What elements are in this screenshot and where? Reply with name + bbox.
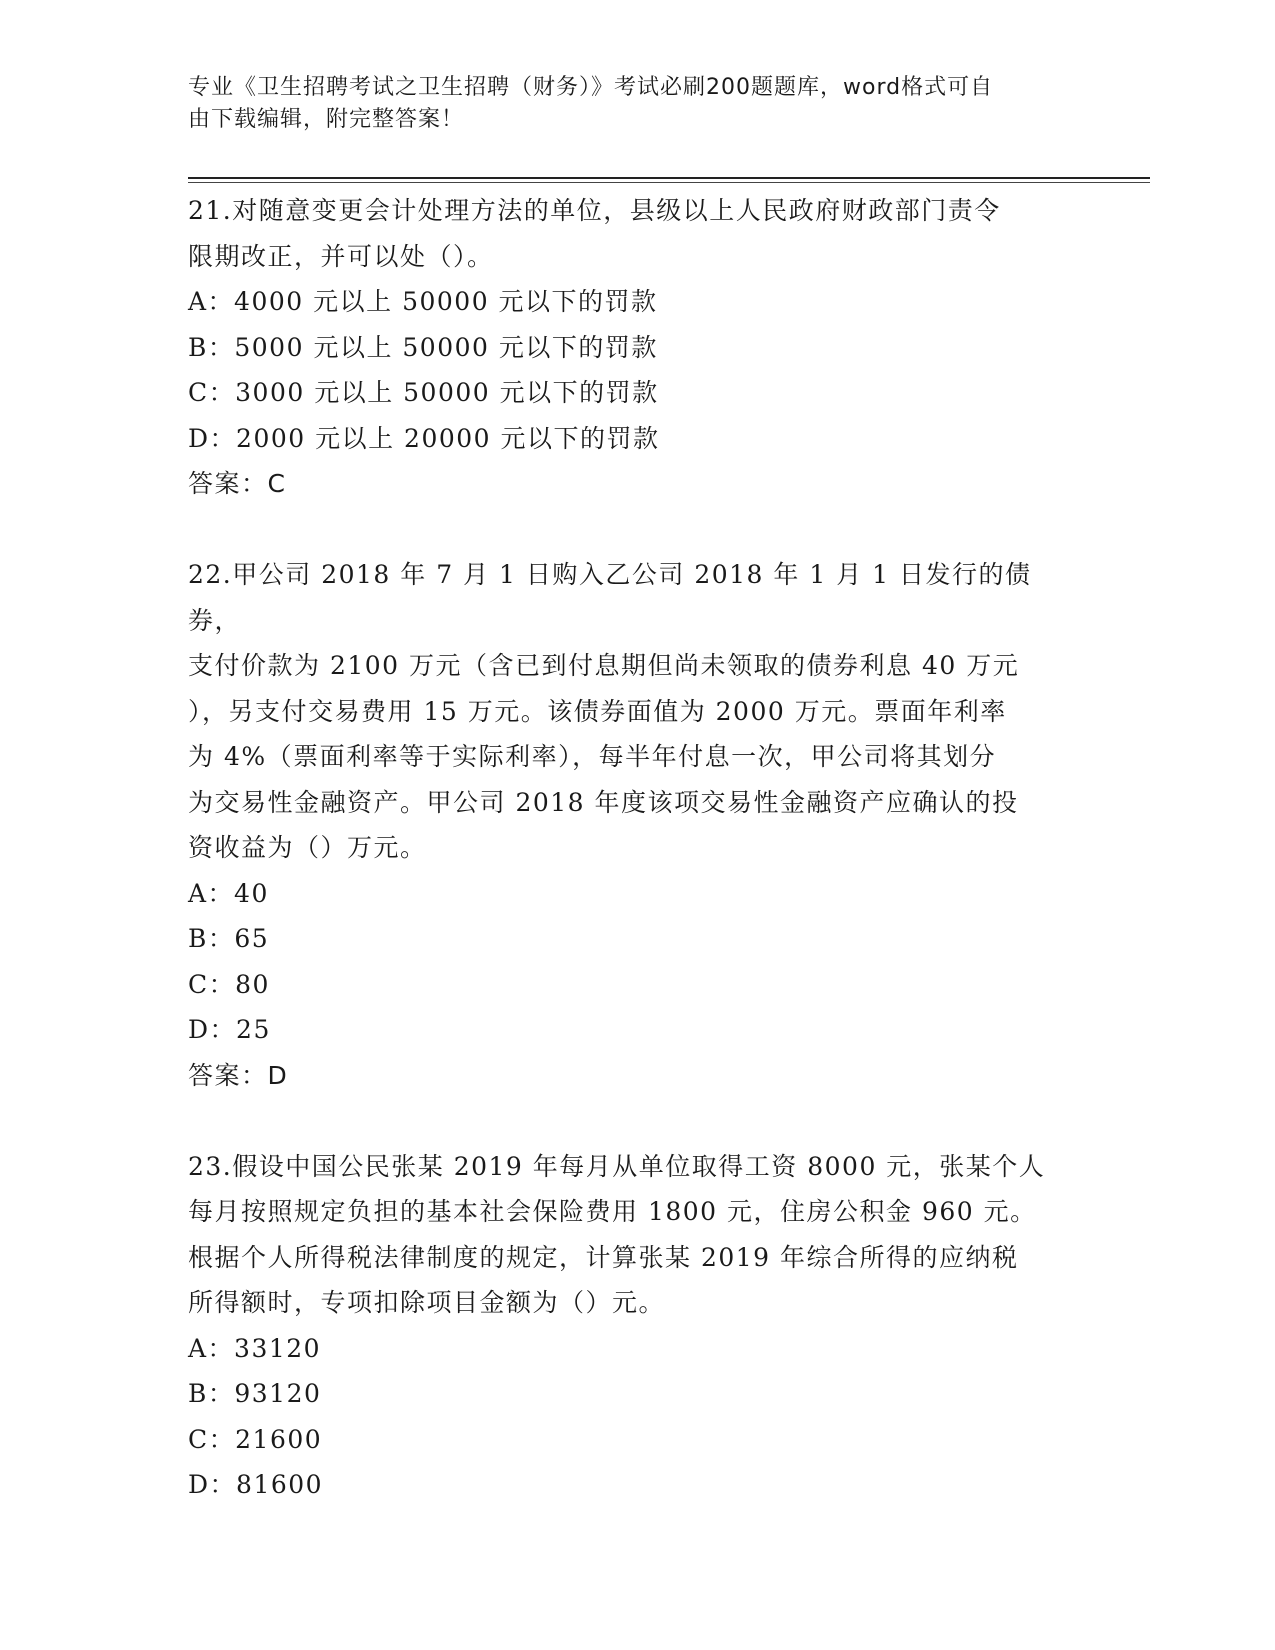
- option-b: B：93120: [188, 1379, 322, 1408]
- option-a: A：33120: [188, 1333, 322, 1363]
- answer-label: 答案：D: [188, 1060, 289, 1090]
- option-a: A：40: [188, 878, 269, 908]
- question-text-line: 22.甲公司 2018 年 7 月 1 日购入乙公司 2018 年 1 月 1 日发行的债券，: [188, 560, 1032, 635]
- question-text-line: 支付价款为 2100 万元（含已到付息期但尚未领取的债券利息 40 万元: [188, 651, 1020, 680]
- document-header: [188, 72, 1068, 136]
- header-line-1: 专业《卫生招聘考试之卫生招聘（财务）》考试必刷200题题库，word格式可自: [188, 75, 994, 100]
- question-text-line: 限期改正，并可以处（）。: [188, 241, 494, 271]
- option-b: B：5000 元以上 50000 元以下的罚款: [188, 332, 658, 362]
- header-line-2: 由下载编辑，附完整答案！: [188, 107, 465, 132]
- question-21: [188, 188, 1078, 507]
- question-23: [188, 1144, 1078, 1508]
- option-c: C：80: [188, 969, 270, 999]
- question-list: [188, 188, 1078, 1508]
- question-text-line: 23.假设中国公民张某 2019 年每月从单位取得工资 8000 元，张某个人: [188, 1151, 1046, 1181]
- answer-label: 答案：C: [188, 469, 287, 498]
- question-text-line: 所得额时，专项扣除项目金额为（）元。: [188, 1288, 666, 1317]
- option-d: D：81600: [188, 1470, 324, 1499]
- option-a: A：4000 元以上 50000 元以下的罚款: [188, 287, 658, 316]
- header-divider-thick: [188, 177, 1150, 179]
- question-text-line: 根据个人所得税法律制度的规定，计算张某 2019 年综合所得的应纳税: [188, 1242, 1019, 1272]
- question-spacer: [188, 507, 1078, 553]
- question-22: [188, 552, 1078, 1098]
- option-b: B：65: [188, 924, 270, 953]
- question-text-line: 为 4%（票面利率等于实际利率），每半年付息一次，甲公司将其划分: [188, 742, 997, 771]
- question-text-line: 21.对随意变更会计处理方法的单位，县级以上人民政府财政部门责令: [188, 196, 1001, 225]
- question-text-line: 为交易性金融资产。甲公司 2018 年度该项交易性金融资产应确认的投: [188, 787, 1019, 817]
- option-c: C：21600: [188, 1424, 323, 1454]
- option-d: D：25: [188, 1015, 271, 1044]
- question-spacer: [188, 1098, 1078, 1144]
- question-text-line: 每月按照规定负担的基本社会保险费用 1800 元，住房公积金 960 元。: [188, 1197, 1037, 1226]
- option-c: C：3000 元以上 50000 元以下的罚款: [188, 378, 659, 407]
- question-text-line: ），另支付交易费用 15 万元。该债券面值为 2000 万元。票面年利率: [188, 696, 1007, 726]
- option-d: D：2000 元以上 20000 元以下的罚款: [188, 423, 660, 453]
- header-divider-thin: [188, 182, 1150, 183]
- question-text-line: 资收益为（）万元。: [188, 833, 427, 862]
